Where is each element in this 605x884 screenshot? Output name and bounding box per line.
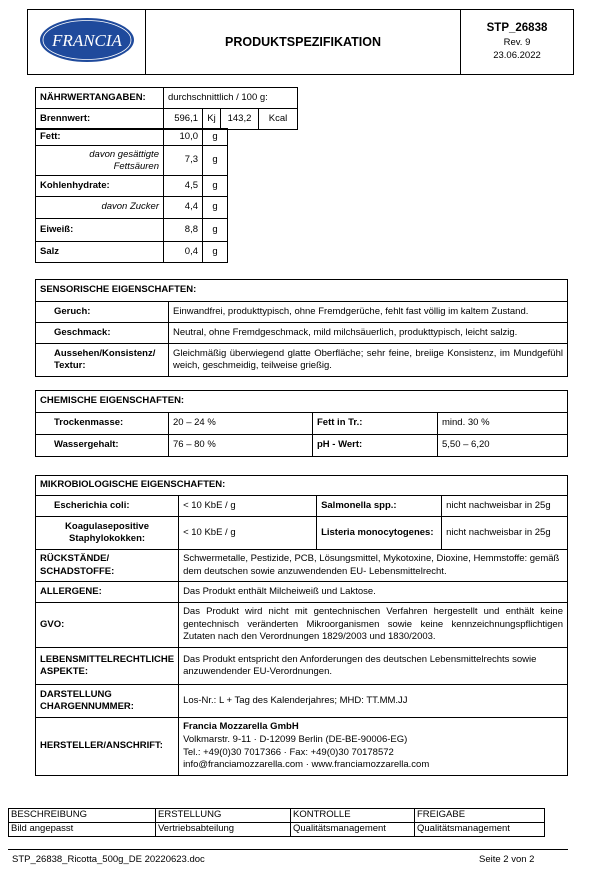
nutrient-value: 7,3 [164,146,203,176]
chemical-table [35,390,568,457]
approval-table [8,808,545,837]
doc-id: STP_26838 [486,22,548,35]
energy-kj: 596,1 [164,109,203,130]
document-title: PRODUKTSPEZIFIKATION [146,10,461,75]
info-value: Los-Nr.: L + Tag des Kalenderjahres; MHD: TT.MM.JJ [179,685,568,718]
footer-page-number: Seite 2 von 2 [479,854,535,865]
approval-value: Qualitätsmanagement [291,823,415,837]
doc-info-cell [461,10,574,75]
nutrient-value: 4,5 [164,176,203,197]
nutrient-value: 4,4 [164,197,203,219]
logo-text: FRANCIA [51,30,122,50]
micro-value: < 10 KbE / g [179,496,317,517]
nutrient-unit: g [203,129,228,146]
manufacturer-name: Francia Mozzarella GmbH [183,720,299,732]
manufacturer-address: Volkmarstr. 9-11 · D-12099 Berlin (DE-BE-90006-EG) [183,733,408,745]
francia-logo [37,15,137,65]
nutrient-label: davon gesättigte Fettsäuren [36,146,164,176]
nutrient-label: Kohlenhydrate: [36,176,164,197]
sensory-label: Aussehen/Konsistenz/ Textur: [36,344,169,377]
micro-value: < 10 KbE / g [179,517,317,550]
info-value: Das Produkt entspricht den Anforderungen des deutschen Lebensmittelrechts sowie anzuwendender EU-Verordnungen. [179,648,568,685]
chemical-value: 5,50 – 6,20 [438,435,568,457]
info-label: ALLERGENE: [36,582,179,603]
nutrient-unit: g [203,197,228,219]
chemical-label: Wassergehalt: [36,435,169,457]
manufacturer-cell [179,718,568,776]
approval-value: Bild angepasst [9,823,156,837]
nutrient-unit: g [203,176,228,197]
chemical-label: Fett in Tr.: [313,413,438,435]
micro-value: nicht nachweisbar in 25g [442,517,568,550]
energy-kj-unit: Kj [203,109,221,130]
logo-cell [28,10,146,75]
nutrient-value: 0,4 [164,242,203,263]
micro-label: Koagulasepositive Staphylokokken: [36,517,179,550]
energy-kcal: 143,2 [221,109,259,130]
doc-date: 23.06.2022 [493,49,541,61]
info-value: Das Produkt wird nicht mit gentechnischen Verfahren hergestellt und enthält keine gentechnisch veränderten Mikroorganismen sowie keine kennzeichnungspflichtigen Zutaten nach den Verordnungen 1829/2003 und 1830/2003. [179,603,568,648]
nutrition-per: durchschnittlich / 100 g: [164,88,298,109]
sensory-value: Neutral, ohne Fremdgeschmack, mild milchsäuerlich, produkttypisch, leicht salzig. [169,323,568,344]
micro-label: Escherichia coli: [36,496,179,517]
sensory-value: Gleichmäßig überwiegend glatte Oberfläche; sehr feine, breiige Konsistenz, im Mundgefühl weich, geschmeidig, teilweise grießig. [169,344,568,377]
nutrient-label: davon Zucker [36,197,164,219]
manufacturer-label: HERSTELLER/ANSCHRIFT: [36,718,179,776]
nutrition-heading: NÄHRWERTANGABEN: [36,88,164,109]
approval-header: KONTROLLE [291,809,415,823]
nutrient-label: Fett: [36,129,164,146]
manufacturer-web: info@franciamozzarella.com · www.franciamozzarella.com [183,759,430,771]
approval-header: ERSTELLUNG [156,809,291,823]
micro-label: Listeria monocytogenes: [317,517,442,550]
chemical-label: Trockenmasse: [36,413,169,435]
energy-kcal-unit: Kcal [259,109,298,130]
nutrient-unit: g [203,146,228,176]
sensory-table [35,279,568,377]
nutrient-value: 8,8 [164,219,203,242]
info-value: Das Produkt enthält Milcheiweiß und Laktose. [179,582,568,603]
approval-header: FREIGABE [415,809,545,823]
sensory-label: Geruch: [36,302,169,323]
nutrient-value: 10,0 [164,129,203,146]
info-label: GVO: [36,603,179,648]
nutrient-unit: g [203,219,228,242]
energy-label: Brennwert: [36,109,164,130]
chemical-heading: CHEMISCHE EIGENSCHAFTEN: [36,391,568,413]
approval-value: Vertriebsabteilung [156,823,291,837]
manufacturer-phone: Tel.: +49(0)30 7017366 · Fax: +49(0)30 70178572 [183,746,394,758]
chemical-value: 76 – 80 % [169,435,313,457]
nutrient-unit: g [203,242,228,263]
revision: Rev. 9 [503,36,531,48]
nutrition-values-table [35,128,228,263]
nutrient-label: Salz [36,242,164,263]
sensory-label: Geschmack: [36,323,169,344]
chemical-label: pH - Wert: [313,435,438,457]
info-label: LEBENSMITTELRECHTLICHE ASPEKTE: [36,648,179,685]
micro-heading: MIKROBIOLOGISCHE EIGENSCHAFTEN: [36,476,568,496]
info-label: DARSTELLUNG CHARGENNUMMER: [36,685,179,718]
info-value: Schwermetalle, Pestizide, PCB, Lösungsmittel, Mykotoxine, Dioxine, Hemmstoffe: gemäß dem deutschen sowie anzuwendenden EU- Lebensmittelrecht. [179,550,568,582]
info-label: RÜCKSTÄNDE/ SCHADSTOFFE: [36,550,179,582]
approval-header: BESCHREIBUNG [9,809,156,823]
micro-table [35,475,568,776]
micro-label: Salmonella spp.: [317,496,442,517]
chemical-value: mind. 30 % [438,413,568,435]
nutrition-table [35,87,298,130]
approval-value: Qualitätsmanagement [415,823,545,837]
sensory-value: Einwandfrei, produkttypisch, ohne Fremdgerüche, fehlt fast völlig im kaltem Zustand. [169,302,568,323]
chemical-value: 20 – 24 % [169,413,313,435]
sensory-heading: SENSORISCHE EIGENSCHAFTEN: [36,280,568,302]
micro-value: nicht nachweisbar in 25g [442,496,568,517]
footer-rule [8,849,568,850]
nutrient-label: Eiweiß: [36,219,164,242]
header-table [27,9,574,75]
footer-filename: STP_26838_Ricotta_500g_DE 20220623.doc [12,854,205,865]
